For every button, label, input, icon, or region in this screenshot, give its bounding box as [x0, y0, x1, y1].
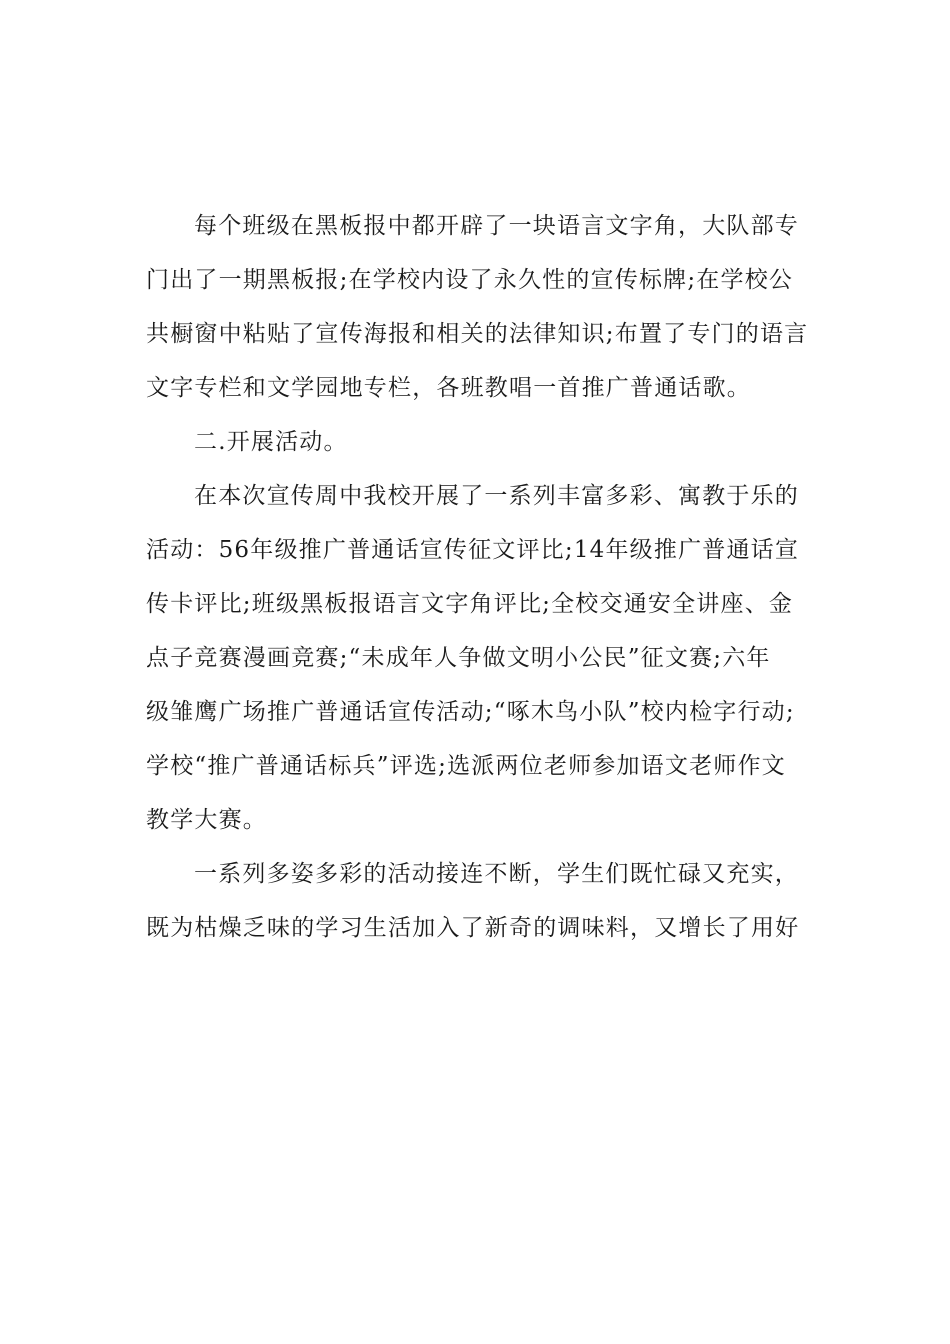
paragraph-2-line-5: 级雏鹰广场推广普通话宣传活动;“啄木鸟小队”校内检字行动; — [146, 699, 795, 725]
paragraph-2-line-7: 教学大赛。 — [146, 807, 267, 833]
paragraph-1-line-4: 文字专栏和文学园地专栏，各班教唱一首推广普通话歌。 — [146, 375, 751, 401]
paragraph-1-line-1: 每个班级在黑板报中都开辟了一块语言文字角，大队部专 — [194, 213, 799, 239]
paragraph-2-line-4: 点子竞赛漫画竞赛;“未成年人争做文明小公民”征文赛;六年 — [146, 645, 771, 671]
document-body — [146, 199, 808, 955]
section-heading — [146, 415, 808, 469]
paragraph-3 — [146, 847, 808, 955]
paragraph-2-line-2: 活动：56年级推广普通话宣传征文评比;14年级推广普通话宣 — [146, 537, 800, 563]
section-heading-text: 二.开展活动。 — [194, 429, 348, 455]
paragraph-2 — [146, 469, 808, 847]
paragraph-1-line-3: 共橱窗中粘贴了宣传海报和相关的法律知识;布置了专门的语言 — [146, 321, 809, 347]
paragraph-2-line-3: 传卡评比;班级黑板报语言文字角评比;全校交通安全讲座、金 — [146, 591, 794, 617]
paragraph-1-line-2: 门出了一期黑板报;在学校内设了永久性的宣传标牌;在学校公 — [146, 267, 794, 293]
paragraph-2-line-6: 学校“推广普通话标兵”评选;选派两位老师参加语文老师作文 — [146, 753, 786, 779]
paragraph-2-line-1: 在本次宣传周中我校开展了一系列丰富多彩、寓教于乐的 — [194, 483, 799, 509]
paragraph-3-line-1: 一系列多姿多彩的活动接连不断，学生们既忙碌又充实， — [194, 861, 799, 887]
paragraph-3-line-2: 既为枯燥乏味的学习生活加入了新奇的调味料，又增长了用好 — [146, 915, 800, 941]
paragraph-1 — [146, 199, 808, 415]
